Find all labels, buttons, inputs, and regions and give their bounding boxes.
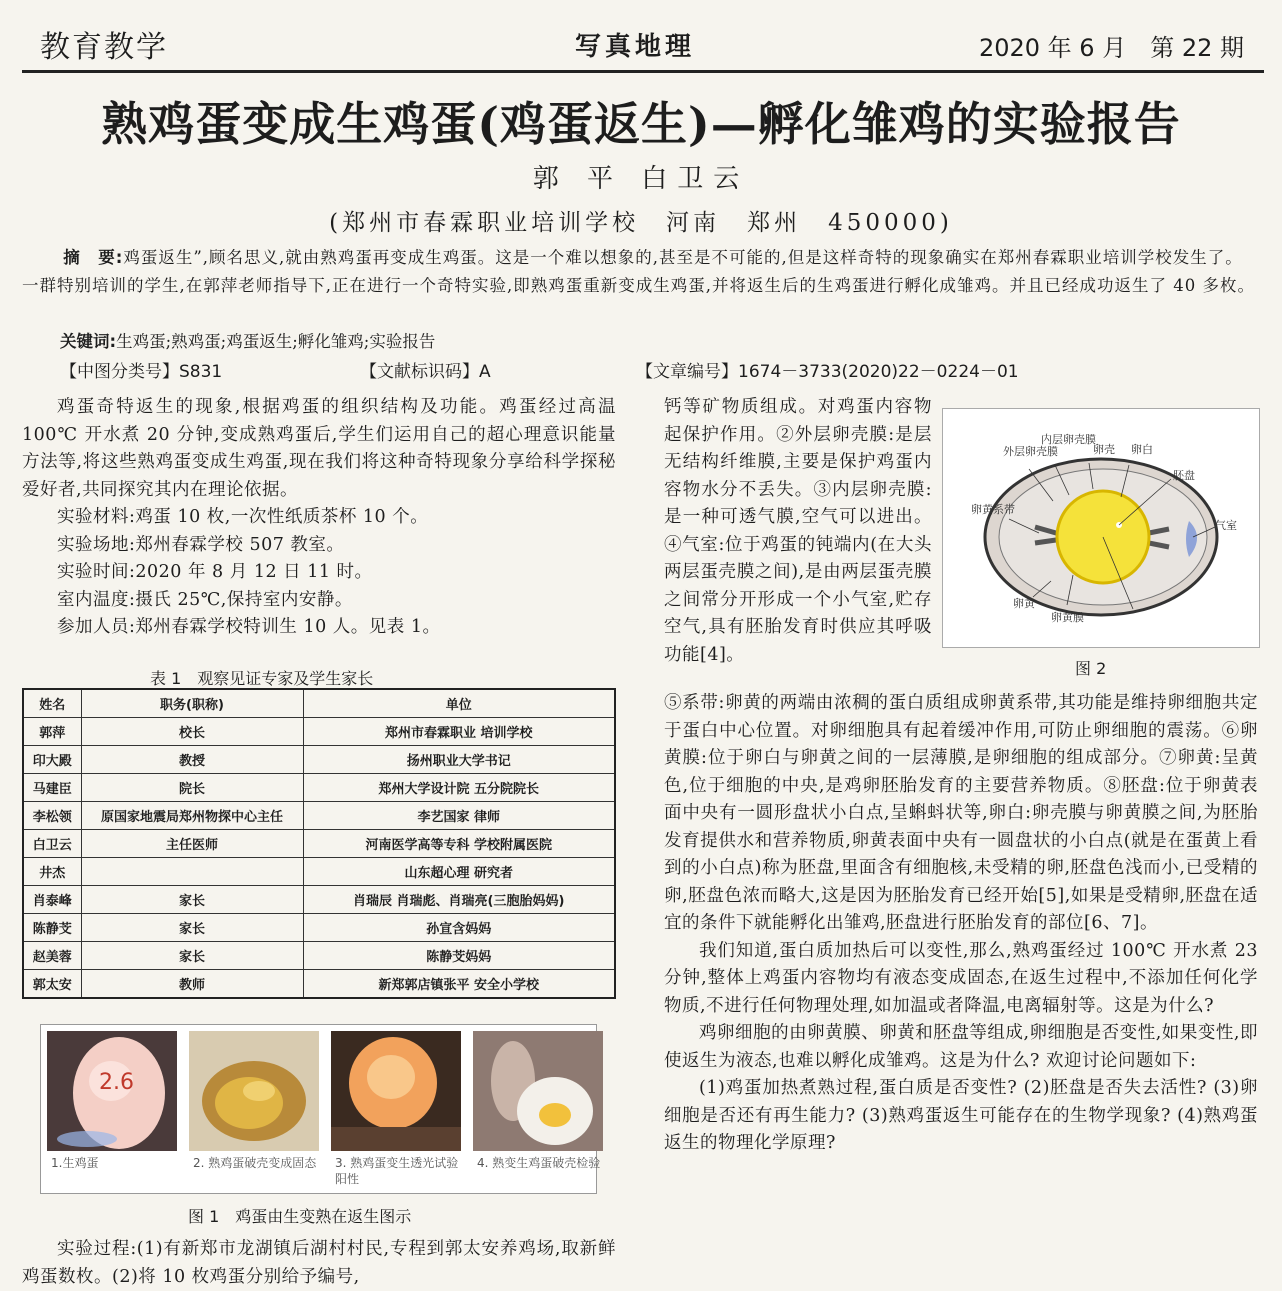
document-code: 【文献标识码】A [360,362,491,382]
table-row [23,914,615,942]
issue-info: 2020 年 6 月 第 22 期 [978,34,1244,62]
cell-title: 家长 [81,886,303,914]
abstract-text: 鸡蛋返生”,顾名思义,就由熟鸡蛋再变成生鸡蛋。这是一个难以想象的,甚至是不可能的,但是这样奇特的现象确实在郑州春霖职业培训学校发生了。一群特别培训的学生,在郭萍老师指导下,正在进行一个奇特实验,即熟鸡蛋重新变成生鸡蛋,并将返生后的生鸡蛋进行孵化成雏鸡。并且已经成功返生了 40 多枚。 [22,248,1255,295]
table-row [23,718,615,746]
header-rule [22,70,1264,73]
table-row [23,774,615,802]
materials-line: 实验材料:鸡蛋 10 枚,一次性纸质茶杯 10 个。 [57,507,429,527]
cell-name: 井杰 [23,858,81,886]
table-row [23,746,615,774]
label-shell: 卵壳 [1093,443,1115,456]
label-yolk: 卵黄 [1013,597,1035,610]
cell-name: 白卫云 [23,830,81,858]
place-line: 实验场地:郑州春霖学校 507 教室。 [57,534,345,555]
cell-title: 校长 [81,718,303,746]
cell-unit: 山东超心理 研究者 [303,858,615,886]
label-chalaza: 卵黄系带 [971,503,1015,516]
right-paragraph-3: 鸡卵细胞的由卵黄膜、卵黄和胚盘等组成,卵细胞是否变性,如果变性,即使返生为液态,也难以孵化成雏鸡。这是为什么? 欢迎讨论问题如下: [664,1023,1258,1071]
egg-number-mark: 2.6 [99,1070,134,1095]
photo-raw-egg [47,1031,177,1187]
label-albumen: 卵白 [1131,443,1153,456]
right-column-narrow [664,394,932,669]
keywords [60,328,435,352]
photo-caption: 3. 熟鸡蛋变生透光试验阳性 [335,1156,459,1186]
photo-cooked-egg [189,1031,319,1187]
photo-caption: 2. 熟鸡蛋破壳变成固态 [193,1156,317,1170]
cell-name: 马建臣 [23,774,81,802]
keywords-text: 生鸡蛋;熟鸡蛋;鸡蛋返生;孵化雏鸡;实验报告 [116,332,436,351]
shell-check-image [473,1031,603,1151]
light-test-image [331,1031,461,1151]
label-air-cell: 气室 [1215,519,1237,532]
abstract [22,244,1260,300]
participants-line: 参加人员:郑州春霖学校特训生 10 人。见表 1。 [57,617,441,637]
cell-title: 院长 [81,774,303,802]
raw-egg-image [47,1031,177,1151]
right-paragraph-2: 我们知道,蛋白质加热后可以变性,那么,熟鸡蛋经过 100℃ 开水煮 23 分钟,整体上鸡蛋内容物均有液态变成固态,在返生过程中,不添加任何化学物质,不进行任何物理处理,如加温或者降温,电离辐射等。这是为什么? [664,940,1258,1016]
cell-title: 主任医师 [81,830,303,858]
table-row [23,970,615,999]
table-header-row [23,689,615,718]
label-outer-membrane: 外层卵壳膜 [1003,445,1058,458]
witness-table [22,688,616,999]
cell-unit: 肖瑞辰 肖瑞彪、肖瑞亮(三胞胎妈妈) [303,886,615,914]
cell-unit: 郑州市春霖职业 培训学校 [303,718,615,746]
article-number: 【文章编号】1674－3733(2020)22－0224－01 [636,362,1019,382]
cell-name: 陈静芠 [23,914,81,942]
cell-unit: 郑州大学设计院 五分院院长 [303,774,615,802]
cell-name: 肖泰峰 [23,886,81,914]
label-inner-membrane: 内层卵壳膜 [1041,433,1096,446]
clc-number: 【中图分类号】S831 [60,362,223,382]
cell-name: 李松领 [23,802,81,830]
table-row [23,886,615,914]
cell-unit: 李艺国家 律师 [303,802,615,830]
table-row [23,942,615,970]
photo-caption: 4. 熟变生鸡蛋破壳检验 [477,1156,601,1170]
header-cell: 单位 [303,689,615,718]
label-yolk-membrane: 卵黄膜 [1051,611,1084,624]
intro-paragraph: 鸡蛋奇特返生的现象,根据鸡蛋的组织结构及功能。鸡蛋经过高温 100℃ 开水煮 20 分钟,变成熟鸡蛋后,学生们运用自己的超心理意识能量方法等,将这些熟鸡蛋变成生鸡蛋,现在我们将这种奇特现象分享给科学探秘爱好者,共同探究其内在理论依据。 [22,397,616,500]
process-paragraph: 实验过程:(1)有新郑市龙湖镇后湖村村民,专程到郭太安养鸡场,取新鲜鸡蛋数枚。(2)将 10 枚鸡蛋分别给予编号, [22,1239,616,1287]
affiliation: (郑州市春霖职业培训学校 河南 郑州 450000) [329,210,953,236]
paper-title: 熟鸡蛋变成生鸡蛋(鸡蛋返生)—孵化雏鸡的实验报告 [101,97,1181,151]
cell-name: 赵美蓉 [23,942,81,970]
label-germinal-disc: 胚盘 [1173,469,1195,482]
cell-title: 教授 [81,746,303,774]
journal-name: 写真地理 [575,32,696,62]
abstract-label: 摘 要: [63,248,124,267]
figure1-photo-strip [40,1024,601,1194]
cell-unit: 河南医学高等专科 学校附属医院 [303,830,615,858]
temperature-line: 室内温度:摄氏 25℃,保持室内安静。 [57,589,353,610]
right-paragraph-4: (1)鸡蛋加热煮熟过程,蛋白质是否变性? (2)胚盘是否失去活性? (3)卵细胞是否还有再生能力? (3)熟鸡蛋返生可能存在的生物学现象? (4)熟鸡蛋返生的物理化学原理? [664,1078,1258,1153]
table-row [23,802,615,830]
section-label: 教育教学 [40,30,168,65]
cell-unit: 扬州职业大学书记 [303,746,615,774]
figure2-caption: 图 2 [1075,659,1107,678]
cell-title: 原国家地震局郑州物探中心主任 [81,802,303,830]
header-cell: 职务(职称) [81,689,303,718]
authors: 郭 平 白卫云 [532,164,750,194]
table-row [23,858,615,886]
figure1-caption: 图 1 鸡蛋由生变熟在返生图示 [188,1207,412,1226]
right-paragraph-1b: ⑤系带:卵黄的两端由浓稠的蛋白质组成卵黄系带,其功能是维持卵细胞共定于蛋白中心位置。对卵细胞具有起着缓冲作用,可防止卵细胞的震荡。⑥卵黄膜:位于卵白与卵黄之间的一层薄膜,是卵细胞的组成部分。⑦卵黄:呈黄色,位于细胞的中央,是鸡卵胚胎发育的主要营养物质。⑧胚盘:位于卵黄表面中央有一圆形盘状小白点,呈蝌蚪状等,卵白:卵壳膜与卵黄膜之间,为胚胎发育提供水和营养物质,卵黄表面中央有一圆盘状的小白点(就是在蛋黄上看到的小白点)称为胚盘,里面含有细胞核,未受精的卵,胚盘色浅而小,已受精的卵,胚盘色浓而略大,这是因为胚胎发育已经开始[5],如果是受精卵,胚盘在适宜的条件下就能孵化出雏鸡,胚盘进行胚胎发育的部位[6、7]。 [664,693,1258,933]
cell-name: 印大殿 [23,746,81,774]
cell-unit: 新郑郭店镇张平 安全小学校 [303,970,615,999]
photo-shell-check [473,1031,603,1187]
header-cell: 姓名 [23,689,81,718]
right-paragraph-1a: 钙等矿物质组成。对鸡蛋内容物起保护作用。②外层卵壳膜:是层无结构纤维膜,主要是保护鸡蛋内容物水分不丢失。③内层卵壳膜:是一种可透气膜,空气可以进出。④气室:位于鸡蛋的钝端内(在大头两层蛋壳膜之间),是由两层蛋壳膜之间常分开形成一个小气室,贮存空气,具有胚胎发育时供应其呼吸功能[4]。 [664,397,932,665]
left-column-text [22,394,616,642]
page-header [0,0,1282,70]
keywords-label: 关键词: [60,332,117,351]
cell-unit: 孙宣含妈妈 [303,914,615,942]
left-column-bottom [22,1236,616,1291]
cooked-egg-image [189,1031,319,1151]
cell-title: 教师 [81,970,303,999]
time-line: 实验时间:2020 年 8 月 12 日 11 时。 [57,562,373,582]
cell-name: 郭太安 [23,970,81,999]
cell-title: 家长 [81,942,303,970]
egg-structure-diagram [942,408,1260,648]
cell-unit: 陈静芠妈妈 [303,942,615,970]
right-column-wide [664,690,1258,1158]
table-caption: 表 1 观察见证专家及学生家长 [150,669,374,688]
cell-title [81,858,303,886]
photo-light-test [331,1031,461,1187]
cell-title: 家长 [81,914,303,942]
table-row [23,830,615,858]
cell-name: 郭萍 [23,718,81,746]
photo-caption: 1.生鸡蛋 [51,1156,99,1170]
